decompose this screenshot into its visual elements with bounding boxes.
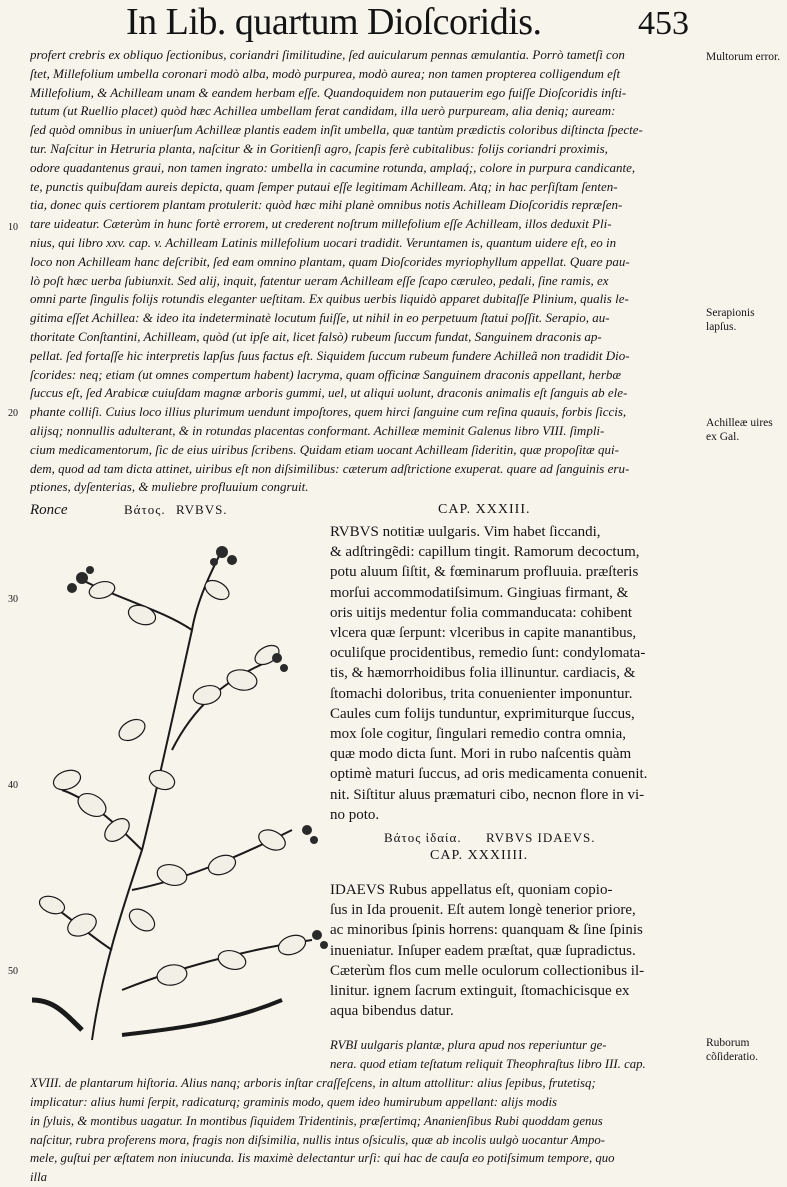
text-line: Caules cum folijs tunduntur, exprimiturque ſuccus, bbox=[330, 705, 635, 722]
text-line: ſuccus eſt, ſed Arabicæ cuiuſdam magnæ arboris gummi, uel, ut aliqui uolunt, draconis animalis eſt ſanguis ab ele- bbox=[30, 385, 628, 401]
text-line: Millefolium, & Achilleam unam & eandem herbam eſſe. Quandoquidem non putauerim ego fuiſſe Dioſcoridis inſti- bbox=[30, 84, 627, 100]
text-line: alijsq; nonnullis adulterant, & in rotundas placentas conformant. Achilleæ meminit Galenus libro VIII. ſimpli- bbox=[30, 422, 605, 438]
margin-note-serapionis: Serapionis lapſus. bbox=[706, 307, 755, 333]
text-line: ptiones, dyſenterias, & muliebre profluuium congruit. bbox=[30, 479, 309, 495]
line-number: 30 bbox=[8, 594, 18, 605]
text-line: morſui accommodatiſsimum. Gingiuas firmant, & bbox=[330, 584, 629, 601]
text-line: no poto. bbox=[330, 806, 380, 823]
text-line: loco non Achilleam hanc deſcribit, ſed eam omnino plantam, quam Dioſcorides myriophyllum appellat. Quare pau- bbox=[30, 253, 630, 269]
text-line: RVBI uulgaris plantæ, plura apud nos reperiuntur ge- bbox=[330, 1038, 607, 1052]
commentary-bottom bbox=[30, 1036, 702, 1187]
page-header bbox=[0, 2, 787, 46]
running-title: In Lib. quartum Dioſcoridis. bbox=[126, 1, 542, 43]
rubus-plant-illustration bbox=[22, 530, 337, 1050]
text-line: te, punctis quibuſdam aureis depicta, quam ſemper putaui eſſe legitimam Achilleam. Atq; in hac perſiſtam ſenten- bbox=[30, 178, 618, 194]
chapter-number: CAP. XXXIII. bbox=[438, 502, 531, 517]
page-number: 453 bbox=[638, 5, 689, 42]
line-number: 50 bbox=[8, 966, 18, 977]
margin-note-achilleae: Achilleæ uires ex Gal. bbox=[706, 417, 773, 443]
text-line: potu aluum ſiſtit, & fœminarum profluuia. præſteris bbox=[330, 564, 639, 581]
text-line: implicatur: alius humi ſerpit, radicaturq; graminis modo, quem ideo humirubum appellant: alijs modis bbox=[30, 1094, 558, 1109]
text-line: quæ modo dicta ſunt. Mori in rubo naſcentis quàm bbox=[330, 746, 632, 763]
text-line: linitur. ignem ſacrum extinguit, ſtomachicisque ex bbox=[330, 983, 630, 1000]
text-line: phante colliſi. Cuius loco illius plurimum uendunt impoſtores, quem hirci ſanguine cum reſina quauis, forbis ſiccis, bbox=[30, 404, 627, 420]
commentary-top bbox=[30, 46, 696, 497]
text-line: lò poſt hæc uerba ſubiunxit. Sed alij, inquit, fatentur ueram Achilleam eſſe ſcapo cæruleo, pedali, ſine ramis, ex bbox=[30, 272, 609, 288]
text-line: ſcorides: neq; etiam (ut omnes compertum habent) lacryma, quam officinæ Sanguinem draconis appellant, herbæ bbox=[30, 366, 622, 382]
text-line: ſed quòd omnibus in uniuerſum Achilleæ plantis eadem inſit umbella, quæ tantùm prædictis coloribus diſtincta ſpecte- bbox=[30, 122, 643, 138]
latin-name: RVBVS. bbox=[176, 502, 228, 517]
text-line: oris uitijs medentur folia commanducata: cohibent bbox=[330, 604, 632, 621]
text-line: in ſyluis, & montibus uagatur. In montibus ſiquidem Tridentinis, præſertimq; Ananienſibus Rubi quoddam genus bbox=[30, 1113, 603, 1128]
latin-name: RVBVS IDAEVS. bbox=[486, 830, 596, 845]
text-line: profert crebris ex obliquo ſectionibus, coriandri ſimilitudine, ſed auicularum pennas æmulantia. Porrò tametſi con bbox=[30, 47, 625, 62]
handwritten-note: Ronce bbox=[30, 502, 68, 518]
text-line: nit. Siſtitur aluus præmaturi cibo, necnon flore in vi- bbox=[330, 786, 645, 803]
text-line: dem, quod ad tam dicta attinet, uiribus eſt non diſsimilibus: cæterum adſtrictione exuperat. quare ad ſanguinis eru- bbox=[30, 460, 630, 476]
text-line: RVBVS notitiæ uulgaris. Vim habet ſiccandi, bbox=[330, 524, 601, 540]
text-line: illa bbox=[30, 1170, 48, 1185]
text-line: inueniatur. Inſuper eadem præſtat, quæ ſupradictus. bbox=[330, 942, 636, 959]
text-line: naſcitur, rubra proferens mora, fragis non diſsimilia, nullis intus oſsiculis, quæ ab incolis uulgò uocantur Ampo- bbox=[30, 1132, 606, 1147]
margin-note-multorum: Multorum error. bbox=[706, 51, 781, 63]
line-number: 20 bbox=[8, 408, 18, 419]
chapter-34-body bbox=[330, 880, 702, 1021]
text-line: mele, guſtui per æſtatem non iniucunda. Iis maximè delectantur urſi: qui hac de cauſa eo potiſsimum tempore, quo bbox=[30, 1151, 615, 1166]
text-line: ac minoribus ſpinis horrens: quanquam & ſine ſpinis bbox=[330, 922, 643, 939]
text-line: vlcera quæ ſerpunt: vlceribus in capite manantibus, bbox=[330, 625, 637, 642]
text-line: omni parte ſingulis folijs rotundis eleganter ueſtitam. Ex quibus uerbis liquidò apparet dubitaſſe Plinium, qualis le- bbox=[30, 291, 629, 307]
text-line: ſtomachi doloribus, trita conuenienter imponuntur. bbox=[330, 685, 633, 702]
greek-name: Βάτος. bbox=[124, 502, 166, 517]
text-line: odore quadantenus graui, non tamen ingrato: umbella in cacumine rotunda, amplaq́;, colore in purpura candicante, bbox=[30, 159, 636, 175]
text-line: tis, & hæmorrhoidibus folia illinuntur. cardiacis, & bbox=[330, 665, 636, 682]
text-line: thoritate Conſtantini, Achilleam, quòd (ut ipſe ait, licet falsò) rubeum ſuccum fundat, Sanguinem draconis ap- bbox=[30, 328, 602, 344]
text-line: ſus in Ida prouenit. Eſt autem longè tenerior priore, bbox=[330, 902, 636, 919]
text-line: aqua bibendus datur. bbox=[330, 1003, 454, 1020]
text-line: XVIII. de plantarum hiſtoria. Alius nanq; arboris inſtar craſſeſcens, in altum attollitur: alius ſepibus, frutetisq; bbox=[30, 1075, 596, 1090]
line-number: 40 bbox=[8, 780, 18, 791]
text-line: gitima eſſet Achillea: & ideo ita indeterminatè locutum fuiſſe, ut nihil in eo perpetuum ſtatui poſſit. Serapio, au- bbox=[30, 310, 610, 326]
text-line: ſtet, Millefolium umbella coronari modò alba, modò purpurea, modò aurea; non tamen propterea colligendum eſt bbox=[30, 65, 621, 81]
greek-name: Βάτος ἰδαία. bbox=[384, 830, 462, 845]
text-line: tutum (ut Ruellio placet) quòd hæc Achillea umbellam ferat candidam, illa uerò purpuream, alia deniq; auream: bbox=[30, 103, 616, 119]
text-line: mox ſole cogitur, ſingulari remedio contra omnia, bbox=[330, 726, 626, 743]
text-line: tia, donec quis certiorem plantam protulerit: quòd hæc mihi planè omnibus notis Achilleam Dioſcoridis repræſen- bbox=[30, 197, 623, 213]
text-line: IDAEVS Rubus appellatus eſt, quoniam copio- bbox=[330, 882, 613, 898]
text-line: tare uideatur. Cæterùm in hunc fortè errorem, ut crederent noſtrum millefolium eſſe Achilleam, illos deduxit Pli- bbox=[30, 216, 612, 232]
line-number: 10 bbox=[8, 222, 18, 233]
text-line: & adſtringẽdi: capillum tingit. Ramorum decoctum, bbox=[330, 544, 640, 561]
text-line: Cæterùm flos cum melle oculorum collectionibus il- bbox=[330, 962, 645, 979]
text-line: cium medicamentorum, ſic de eius uiribus ſcribens. Quidam etiam uocant Achilleam ſideritin, quæ propoſitæ qui- bbox=[30, 441, 619, 457]
text-line: oculiſque procidentibus, remedio ſunt: condylomata- bbox=[330, 645, 646, 662]
margin-note-ruborum: Ruborum cõſideratio. bbox=[706, 1037, 759, 1063]
text-line: pellat. ſed fortaſſe hic interpretis lapſus ſuus factus eſt. Siquidem ſuccum rubeum fundere Achilleã non tradidit Dio- bbox=[30, 347, 630, 363]
text-line: nius, qui libro xxv. cap. v. Achilleam Latinis millefolium uocari tradidit. Veruntamen is, quantum uidere eſt, eo in bbox=[30, 234, 617, 250]
chapter-number: CAP. XXXIIII. bbox=[430, 848, 529, 863]
text-line: optimè maturi ſuccus, ad oris medicamenta conuenit. bbox=[330, 766, 648, 783]
text-line: tur. Naſcitur in Hetruria planta, naſcitur & in Goritienſi agro, ſcapis ferè cubitalibus: folijs coriandri proximis, bbox=[30, 140, 608, 156]
chapter-33-body bbox=[330, 522, 702, 825]
text-line: nera. quod etiam teſtatum reliquit Theophraſtus libro III. cap. bbox=[330, 1056, 646, 1071]
